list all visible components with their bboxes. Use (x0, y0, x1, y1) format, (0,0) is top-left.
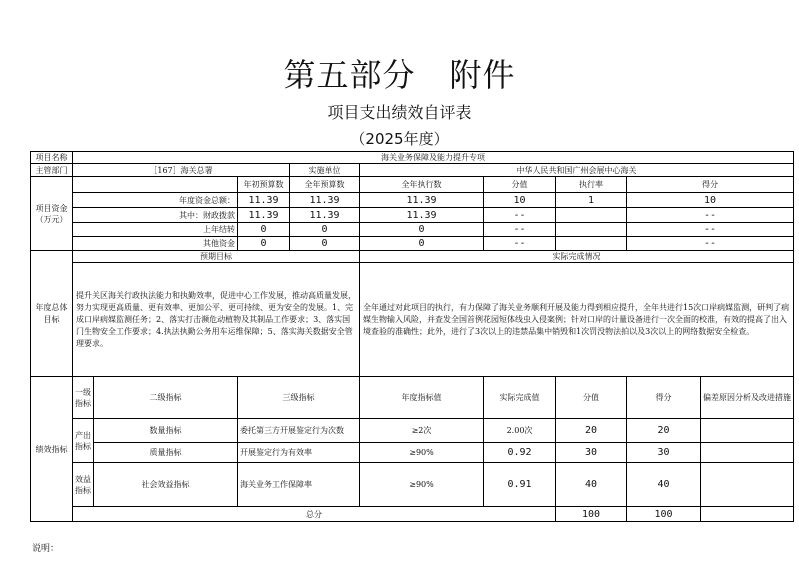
table-subtitle: 项目支出绩效自评表 (327, 103, 472, 122)
funds-cell: 11.39 (238, 208, 290, 223)
funds-cell: 0 (360, 237, 484, 251)
indicator-target: ≥90% (360, 443, 484, 463)
indicator-header: 得分 (627, 377, 701, 419)
indicator-header: 分值 (556, 377, 627, 419)
actual-goal-label: 实际完成情况 (360, 251, 794, 263)
funds-cell: -- (627, 223, 794, 237)
indicator-reason (701, 443, 794, 463)
total-weight: 100 (556, 507, 627, 522)
funds-row-label: 其中：财政拨款 (73, 208, 238, 223)
funds-cell: -- (484, 208, 556, 223)
funds-header: 得分 (627, 177, 794, 193)
funds-label: 项目资金（万元） (31, 177, 73, 251)
total-row (31, 507, 794, 522)
funds-cell: -- (627, 237, 794, 251)
indicator-l2: 数量指标 (94, 419, 238, 443)
funds-header-row (31, 177, 794, 193)
indicator-reason (701, 419, 794, 443)
funds-cell: 0 (290, 237, 360, 251)
impl-label: 实施单位 (290, 164, 360, 177)
funds-cell: 10 (627, 193, 794, 208)
indicator-score: 40 (627, 463, 701, 507)
indicator-header-row (31, 377, 794, 419)
funds-header: 全年执行数 (360, 177, 484, 193)
indicator-l2: 社会效益指标 (94, 463, 238, 507)
indicator-l3: 开展鉴定行为有效率 (238, 443, 360, 463)
indicator-header: 年度指标值 (360, 377, 484, 419)
goals-header-row (31, 251, 794, 263)
expected-goal-label: 预期目标 (73, 251, 360, 263)
funds-cell: -- (484, 237, 556, 251)
funds-cell (556, 208, 627, 223)
project-name-row (31, 152, 794, 164)
funds-cell (556, 223, 627, 237)
actual-goal-text: 全年通过对此项目的执行，有力保障了海关业务顺利开展及能力得到相应提升，全年共进行15次口岸病媒监测，研判了病媒生物输入风险，并查发全国首例花园短体线虫入侵案例；针对口岸的计量设备进行一次全面的校准，有效的提高了出入境查验的准确性；此外，进行了3次以上的违禁品集中销毁和1次罚没物法拍以及3次以上的网络数据安全检查。 (360, 263, 794, 377)
indicator-score: 20 (627, 419, 701, 443)
indicator-actual: 2.00次 (484, 419, 556, 443)
indicator-l2: 质量指标 (94, 443, 238, 463)
impl-value: 中华人民共和国广州会展中心海关 (360, 164, 794, 177)
funds-cell: -- (484, 223, 556, 237)
indicator-header: 实际完成值 (484, 377, 556, 419)
indicators-label: 绩效指标 (31, 377, 73, 522)
funds-row (31, 208, 794, 223)
indicator-l3: 海关业务工作保障率 (238, 463, 360, 507)
indicator-header: 偏差原因分析及改进措施 (701, 377, 794, 419)
goals-content-row (31, 263, 794, 377)
indicator-row (31, 419, 794, 443)
title-part: 第五部分 (283, 56, 416, 94)
funds-cell: -- (627, 208, 794, 223)
funds-cell: 1 (556, 193, 627, 208)
project-name-label: 项目名称 (31, 152, 73, 164)
dept-row (31, 164, 794, 177)
indicator-l1: 效益指标 (73, 463, 94, 507)
self-evaluation-table (30, 151, 794, 522)
funds-cell: 11.39 (360, 208, 484, 223)
indicator-l3: 委托第三方开展鉴定行为次数 (238, 419, 360, 443)
indicator-weight: 20 (556, 419, 627, 443)
indicator-target: ≥2次 (360, 419, 484, 443)
funds-header: 全年预算数 (290, 177, 360, 193)
indicator-weight: 40 (556, 463, 627, 507)
indicator-score: 30 (627, 443, 701, 463)
indicator-header: 一级指标 (73, 377, 94, 419)
funds-cell (556, 237, 627, 251)
indicator-actual: 0.92 (484, 443, 556, 463)
funds-cell: 11.39 (238, 193, 290, 208)
funds-header: 执行率 (556, 177, 627, 193)
title-attach: 附件 (449, 56, 516, 94)
note-label: 说明： (32, 544, 60, 554)
funds-cell: 0 (360, 223, 484, 237)
funds-row-label: 年度资金总额： (73, 193, 238, 208)
funds-row (31, 223, 794, 237)
indicator-reason (701, 463, 794, 507)
indicator-header: 二级指标 (94, 377, 238, 419)
funds-row (31, 237, 794, 251)
indicator-header: 三级指标 (238, 377, 360, 419)
dept-label: 主管部门 (31, 164, 73, 177)
indicator-row (31, 443, 794, 463)
funds-row-label: 上年结转 (73, 223, 238, 237)
table-year: （2025年度） (350, 130, 449, 148)
project-name-value: 海关业务保障及能力提升专项 (73, 152, 794, 164)
total-label: 总分 (73, 507, 556, 522)
funds-row-label: 其他资金 (73, 237, 238, 251)
goals-label: 年度总体目标 (31, 251, 73, 377)
funds-cell: 11.39 (290, 208, 360, 223)
indicator-weight: 30 (556, 443, 627, 463)
page-title (0, 50, 799, 96)
funds-header: 年初预算数 (238, 177, 290, 193)
indicator-target: ≥90% (360, 463, 484, 507)
funds-header: 分值 (484, 177, 556, 193)
dept-value: ［167］海关总署 (73, 164, 290, 177)
expected-goal-text: 提升关区海关行政执法能力和执勤效率，促进中心工作发展，推动高质量发展，努力实现更高质量、更有效率、更加公平、更可持续、更为安全的发展。1、完成口岸病媒监测任务；2、落实打击濒危动植物及其制品工作要求；3、落实国门生物安全工作要求；4.执法执勤公务用车运维保障；5、落实海关数据安全管理要求。 (73, 263, 360, 377)
funds-cell: 10 (484, 193, 556, 208)
indicator-row (31, 463, 794, 507)
funds-row (31, 193, 794, 208)
funds-cell: 0 (290, 223, 360, 237)
total-score: 100 (627, 507, 701, 522)
funds-cell: 0 (238, 237, 290, 251)
indicator-actual: 0.91 (484, 463, 556, 507)
funds-cell: 11.39 (360, 193, 484, 208)
indicator-l1: 产出指标 (73, 419, 94, 463)
funds-cell: 0 (238, 223, 290, 237)
funds-cell: 11.39 (290, 193, 360, 208)
